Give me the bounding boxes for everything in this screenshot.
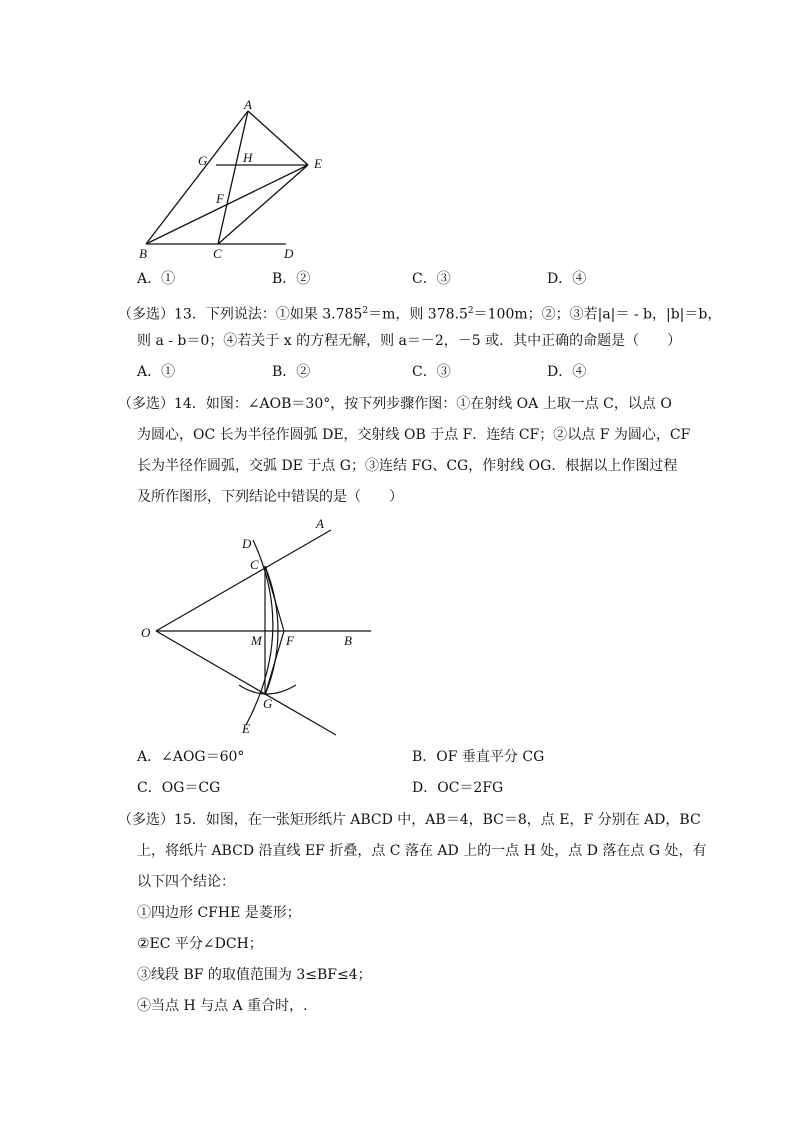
q15-stem-line-1: （多选）15．如图，在一张矩形纸片 ABCD 中，AB＝4，BC＝8，点 E，F 分别在 AD，BC (118, 812, 701, 828)
fig14-label-E: E (242, 721, 250, 736)
q14-stem-line-4: 及所作图形，下列结论中错误的是（ ） (137, 489, 403, 505)
q13-option-a[interactable]: A．① (137, 364, 176, 380)
q13-sup-2: 2 (467, 306, 474, 316)
q15-conclusion-3: ③线段 BF 的取值范围为 3≤BF≤4； (137, 967, 372, 983)
q14-option-d[interactable]: D．OC＝2FG (412, 780, 504, 796)
fig14-label-M: M (251, 633, 262, 648)
fig14-label-A: A (316, 516, 324, 531)
label-H: H (243, 150, 253, 165)
figure-q14 (136, 515, 386, 740)
q14-stem-line-1: （多选）14．如图：∠AOB＝30°，按下列步骤作图：①在射线 OA 上取一点 C，以点 O (118, 396, 672, 412)
q13-option-c[interactable]: C．③ (412, 364, 451, 380)
q13-option-b[interactable]: B．② (272, 364, 311, 380)
q13-text-b: ＝m，则 378.5 (368, 306, 468, 323)
q15-stem-line-2: 上，将纸片 ABCD 沿直线 EF 折叠，点 C 落在 AD 上的一点 H 处，点 D 落在点 G 处，有 (137, 843, 707, 859)
q12-option-d[interactable]: D．④ (547, 271, 587, 287)
q14-stem-line-2: 为圆心，OC 长为半径作圆弧 DE，交射线 OB 于点 F．连结 CF；②以点 F 为圆心，CF (137, 427, 691, 443)
q14-stem-line-3: 长为半径作圆弧，交弧 DE 于点 G；③连结 FG、CG，作射线 OG．根据以上作图过程 (137, 458, 678, 474)
fig14-label-O: O (141, 625, 151, 640)
label-B: B (139, 246, 147, 261)
q13-sup-1: 2 (362, 306, 369, 316)
fig14-label-B: B (344, 633, 352, 648)
label-C: C (213, 246, 222, 261)
figure-q12 (130, 95, 340, 265)
label-D: D (284, 246, 294, 261)
fig14-label-G: G (263, 696, 273, 711)
q12-option-a[interactable]: A．① (137, 271, 176, 287)
label-G: G (198, 153, 208, 168)
q13-text-a: （多选）13．下列说法：①如果 3.785 (118, 306, 363, 323)
q13-text-c: ＝100m；②；③若|a|＝ - b，|b|＝b， (473, 306, 722, 323)
q15-conclusion-2: ②EC 平分∠DCH； (137, 936, 263, 952)
q12-option-b[interactable]: B．② (272, 271, 311, 287)
q14-option-b[interactable]: B．OF 垂直平分 CG (412, 749, 545, 765)
q13-option-d[interactable]: D．④ (547, 364, 587, 380)
fig14-label-F: F (286, 633, 294, 648)
label-E: E (314, 156, 322, 171)
q13-stem-line-2: 则 a - b＝0；④若关于 x 的方程无解，则 a＝－2，－5 或．其中正确的命题是（ ） (137, 333, 682, 349)
label-A: A (244, 97, 252, 112)
fig14-label-C: C (250, 557, 259, 572)
q15-stem-line-3: 以下四个结论： (137, 874, 235, 890)
fig14-label-D: D (242, 536, 252, 551)
q12-option-c[interactable]: C．③ (412, 271, 451, 287)
q15-conclusion-1: ①四边形 CFHE 是菱形； (137, 905, 301, 921)
label-F: F (216, 191, 224, 206)
q15-conclusion-4: ④当点 H 与点 A 重合时，. (137, 998, 308, 1014)
q13-stem-line-1 (118, 301, 721, 325)
q14-option-a[interactable]: A．∠AOG＝60° (137, 749, 245, 765)
q14-option-c[interactable]: C．OG＝CG (137, 780, 221, 796)
